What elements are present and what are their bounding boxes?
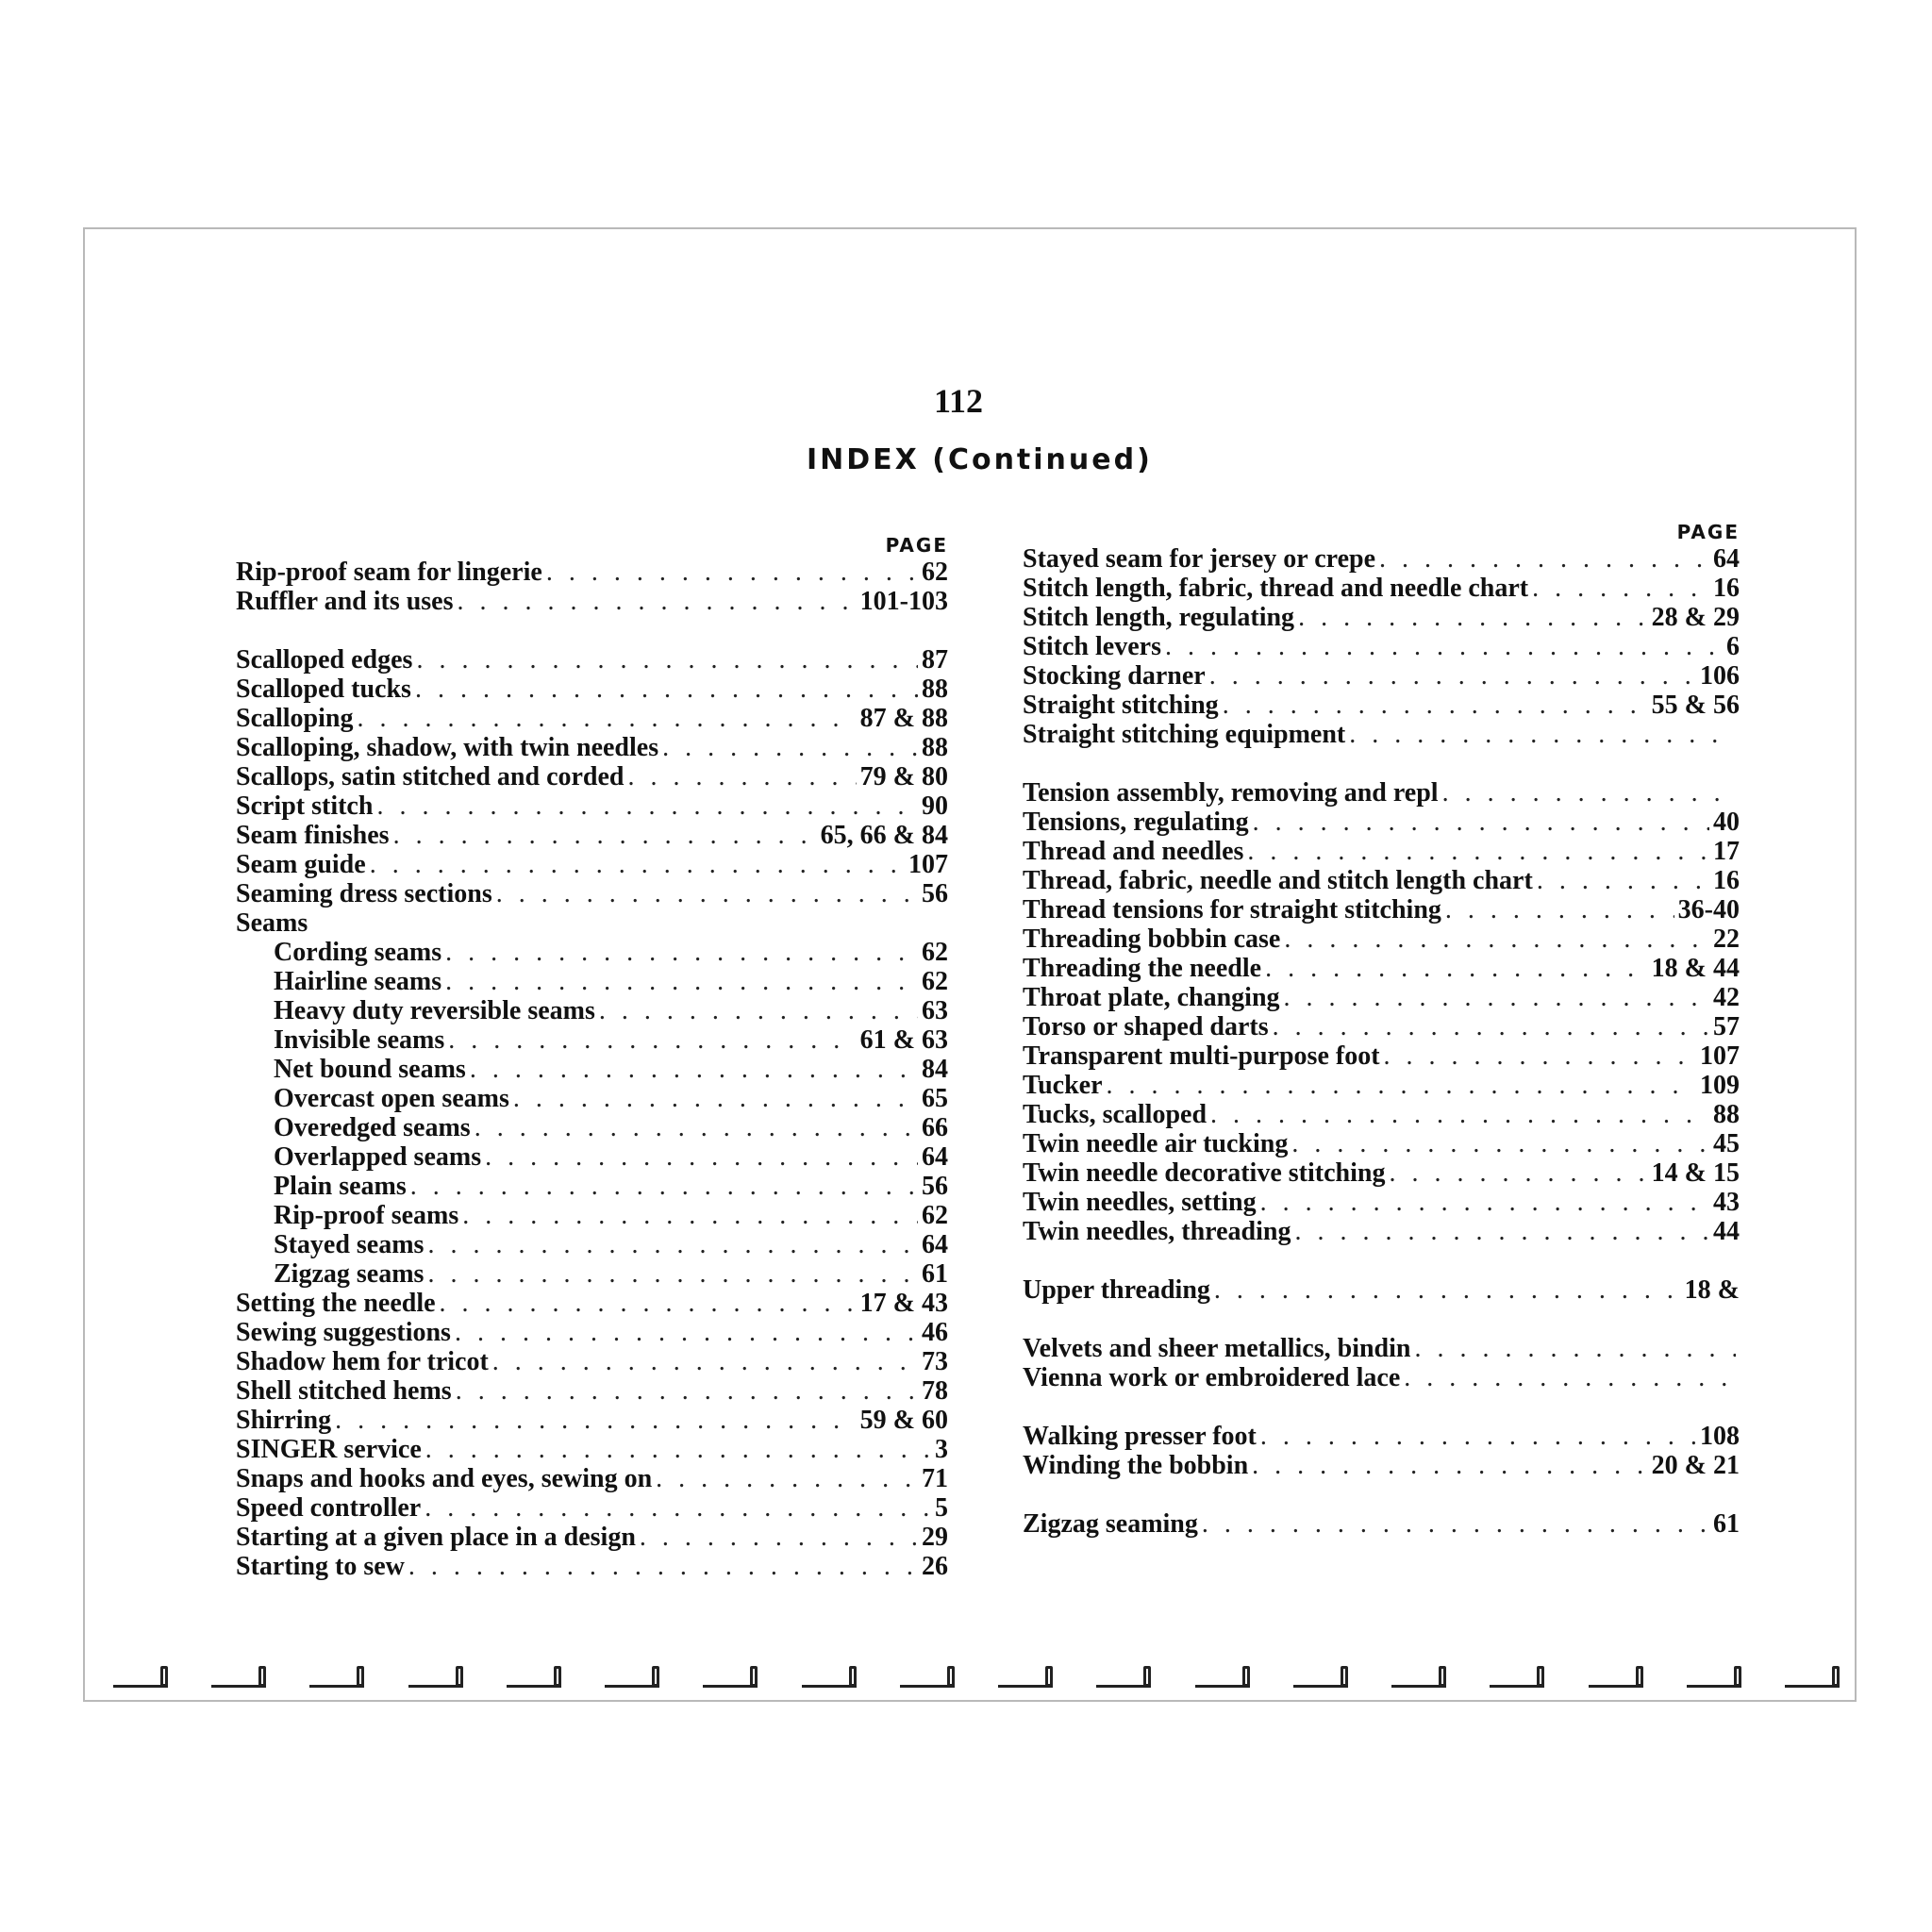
entry-page: 18 & 44 — [1651, 954, 1740, 983]
entry-page: 78 — [922, 1376, 948, 1406]
dot-leader — [475, 1113, 918, 1143]
dot-leader — [1294, 1217, 1709, 1247]
entry-label: Straight stitching equipment — [1023, 720, 1346, 749]
index-entry — [236, 1260, 948, 1290]
entry-page: 14 & 15 — [1651, 1158, 1740, 1188]
index-entry — [236, 558, 948, 588]
index-entry — [236, 1056, 948, 1085]
entry-page: 90 — [922, 791, 948, 821]
dot-leader — [335, 1406, 857, 1436]
spiral-ring — [309, 1664, 364, 1688]
entry-page: 20 & 21 — [1651, 1451, 1740, 1480]
entry-page: 62 — [922, 938, 948, 967]
entry-page: 61 — [1713, 1509, 1740, 1539]
index-entry — [236, 1026, 948, 1056]
index-entry — [1023, 1189, 1740, 1218]
spiral-ring — [507, 1664, 561, 1688]
entry-page: 107 — [908, 850, 948, 879]
entry-label: Seaming dress sections — [236, 879, 492, 908]
dot-leader — [1252, 1451, 1648, 1481]
entry-label: Tensions, regulating — [1023, 808, 1249, 837]
dot-leader — [1384, 1041, 1696, 1072]
index-entry — [236, 822, 948, 851]
dot-leader — [427, 1230, 918, 1260]
dot-leader — [445, 967, 918, 997]
page-number: 112 — [934, 382, 984, 420]
dot-leader — [1414, 1334, 1736, 1364]
dot-leader — [1349, 720, 1736, 750]
entry-label: Stitch levers — [1023, 632, 1161, 661]
entry-label: Stitch length, regulating — [1023, 603, 1295, 632]
index-entry — [236, 968, 948, 997]
dot-leader — [1389, 1158, 1647, 1189]
entry-label: Sewing suggestions — [236, 1318, 451, 1347]
index-entry-list — [1023, 545, 1740, 1540]
entry-label: Velvets and sheer metallics, bindin — [1023, 1334, 1411, 1363]
entry-page: 106 — [1700, 661, 1740, 691]
spiral-ring — [1589, 1664, 1643, 1688]
dot-leader — [427, 1259, 918, 1290]
index-entry — [1023, 721, 1740, 750]
index-entry — [1023, 1423, 1740, 1452]
spiral-ring — [1687, 1664, 1741, 1688]
entry-label: Scalloping, shadow, with twin needles — [236, 733, 659, 762]
dot-leader — [1404, 1363, 1736, 1393]
index-entry — [236, 1202, 948, 1231]
index-entry — [1023, 1072, 1740, 1101]
index-entry — [236, 1524, 948, 1553]
entry-page: 56 — [922, 1172, 948, 1201]
entry-page: 59 & 60 — [859, 1406, 948, 1435]
dot-leader — [1273, 1012, 1709, 1042]
entry-label: Starting to sew — [236, 1552, 405, 1581]
entry-page: 16 — [1713, 574, 1740, 603]
entry-page: 88 — [922, 733, 948, 762]
entry-label: Thread and needles — [1023, 837, 1244, 866]
entry-label: Threading bobbin case — [1023, 924, 1281, 954]
spiral-ring — [900, 1664, 955, 1688]
entry-page: 64 — [922, 1230, 948, 1259]
dot-leader — [393, 821, 817, 851]
entry-label: Walking presser foot — [1023, 1422, 1257, 1451]
entry-page: 108 — [1700, 1422, 1740, 1451]
index-entry — [1023, 838, 1740, 867]
dot-leader — [1253, 808, 1709, 838]
entry-label: Threading the needle — [1023, 954, 1262, 983]
dot-leader — [1284, 983, 1709, 1013]
dot-leader — [1165, 632, 1723, 662]
entry-page: 28 & 29 — [1651, 603, 1740, 632]
entry-page: 45 — [1713, 1129, 1740, 1158]
spiral-ring — [1785, 1664, 1840, 1688]
entry-gap — [1023, 1247, 1740, 1276]
spiral-ring — [703, 1664, 758, 1688]
index-entry — [236, 734, 948, 763]
dot-leader — [1107, 1071, 1696, 1101]
entry-page: 18 & — [1684, 1275, 1740, 1305]
index-entry — [236, 909, 948, 939]
spiral-ring — [211, 1664, 266, 1688]
entry-label: Rip-proof seam for lingerie — [236, 558, 542, 587]
entry-page: 65 — [922, 1084, 948, 1113]
entry-label: Rip-proof seams — [274, 1201, 459, 1230]
entry-page: 16 — [1713, 866, 1740, 895]
index-entry — [236, 1377, 948, 1407]
entry-page: 22 — [1713, 924, 1740, 954]
index-entry — [1023, 1013, 1740, 1042]
dot-leader — [546, 558, 918, 588]
entry-label: Hairline seams — [274, 967, 442, 996]
entry-page: 44 — [1713, 1217, 1740, 1246]
index-entry — [1023, 1159, 1740, 1189]
entry-label: Speed controller — [236, 1493, 422, 1523]
index-entry — [236, 851, 948, 880]
entry-label: Starting at a given place in a design — [236, 1523, 636, 1552]
index-column-right — [1023, 521, 1740, 1540]
entry-label: Transparent multi-purpose foot — [1023, 1041, 1380, 1071]
entry-page: 64 — [1713, 544, 1740, 574]
dot-leader — [425, 1435, 931, 1465]
index-entry — [236, 1436, 948, 1465]
entry-label: Overlapped seams — [274, 1142, 482, 1172]
entry-label: Cording seams — [274, 938, 442, 967]
entry-page: 36-40 — [1677, 895, 1740, 924]
index-entry — [236, 1407, 948, 1436]
dot-leader — [1223, 691, 1648, 721]
page-column-heading: PAGE — [1676, 521, 1740, 543]
dot-leader — [376, 791, 918, 822]
page-column-heading: PAGE — [885, 534, 948, 557]
entry-label: Heavy duty reversible seams — [274, 996, 595, 1025]
dot-leader — [1214, 1275, 1681, 1306]
entry-page: 107 — [1700, 1041, 1740, 1071]
index-title: INDEX (Continued) — [807, 443, 1153, 476]
entry-label: Throat plate, changing — [1023, 983, 1280, 1012]
index-entry — [236, 792, 948, 822]
dot-leader — [492, 1347, 918, 1377]
dot-leader — [1379, 544, 1709, 575]
entry-label: Snaps and hooks and eyes, sewing on — [236, 1464, 653, 1493]
spiral-ring — [1490, 1664, 1544, 1688]
dot-leader — [448, 1025, 856, 1056]
entry-page: 64 — [922, 1142, 948, 1172]
dot-leader — [1298, 603, 1648, 633]
entry-gap — [1023, 1481, 1740, 1510]
entry-page: 56 — [922, 879, 948, 908]
spiral-ring — [1391, 1664, 1446, 1688]
spiral-ring — [1195, 1664, 1250, 1688]
entry-page: 17 — [1713, 837, 1740, 866]
index-entry — [1023, 545, 1740, 575]
spiral-ring — [408, 1664, 463, 1688]
entry-page: 87 & 88 — [859, 704, 948, 733]
dot-leader — [513, 1084, 918, 1114]
entry-label: Twin needles, threading — [1023, 1217, 1291, 1246]
dot-leader — [455, 1318, 918, 1348]
entry-page: 55 & 56 — [1651, 691, 1740, 720]
dot-leader — [628, 762, 857, 792]
entry-gap — [1023, 1306, 1740, 1335]
entry-label: Setting the needle — [236, 1289, 436, 1318]
dot-leader — [656, 1464, 918, 1494]
entry-page: 29 — [922, 1523, 948, 1552]
index-entry — [236, 1231, 948, 1260]
entry-label: Winding the bobbin — [1023, 1451, 1249, 1480]
index-entry — [1023, 1510, 1740, 1540]
entry-label: Twin needle air tucking — [1023, 1129, 1289, 1158]
entry-label: Vienna work or embroidered lace — [1023, 1363, 1401, 1392]
spiral-ring — [1293, 1664, 1348, 1688]
index-entry — [1023, 575, 1740, 604]
entry-page: 84 — [922, 1055, 948, 1084]
dot-leader — [456, 1376, 918, 1407]
dot-leader — [1532, 574, 1709, 604]
entry-page: 43 — [1713, 1188, 1740, 1217]
entry-label: Tucker — [1023, 1071, 1103, 1100]
index-entry — [236, 1553, 948, 1582]
entry-label: Zigzag seaming — [1023, 1509, 1198, 1539]
dot-leader — [1247, 837, 1709, 867]
entry-page: 57 — [1713, 1012, 1740, 1041]
entry-page: 61 — [922, 1259, 948, 1289]
dot-leader — [1265, 954, 1648, 984]
dot-leader — [1537, 866, 1709, 896]
spiral-ring — [113, 1664, 168, 1688]
entry-label: Overedged seams — [274, 1113, 471, 1142]
dot-leader — [408, 1552, 918, 1582]
entry-page: 42 — [1713, 983, 1740, 1012]
entry-label: Shadow hem for tricot — [236, 1347, 489, 1376]
spiral-ring — [802, 1664, 857, 1688]
dot-leader — [1260, 1422, 1696, 1452]
index-entry — [1023, 604, 1740, 633]
dot-leader — [496, 879, 918, 909]
dot-leader — [1210, 1100, 1709, 1130]
dot-leader — [357, 704, 856, 734]
index-entry — [1023, 984, 1740, 1013]
spiral-ring — [998, 1664, 1053, 1688]
dot-leader — [599, 996, 918, 1026]
entry-page: 79 & 80 — [859, 762, 948, 791]
index-entry — [236, 1085, 948, 1114]
dot-leader — [445, 938, 918, 968]
entry-label: Tucks, scalloped — [1023, 1100, 1208, 1129]
index-entry — [1023, 1130, 1740, 1159]
index-entry — [236, 1348, 948, 1377]
spiral-binding — [113, 1664, 1840, 1692]
entry-page: 109 — [1700, 1071, 1740, 1100]
entry-page: 17 & 43 — [859, 1289, 948, 1318]
dot-leader — [1202, 1509, 1709, 1540]
index-entry — [236, 1143, 948, 1173]
entry-label: Net bound seams — [274, 1055, 466, 1084]
dot-leader — [458, 587, 857, 617]
index-entry — [236, 588, 948, 617]
entry-page: 65, 66 & 84 — [820, 821, 948, 850]
entry-page: 5 — [935, 1493, 948, 1523]
index-entry — [236, 1290, 948, 1319]
entry-page: 62 — [922, 1201, 948, 1230]
index-entry — [1023, 1276, 1740, 1306]
index-entry — [1023, 1101, 1740, 1130]
entry-page: 71 — [922, 1464, 948, 1493]
entry-label: Upper threading — [1023, 1275, 1210, 1305]
index-entry — [236, 1319, 948, 1348]
dot-leader — [640, 1523, 918, 1553]
entry-page: 73 — [922, 1347, 948, 1376]
entry-label: Thread tensions for straight stitching — [1023, 895, 1441, 924]
dot-leader — [1291, 1129, 1709, 1159]
index-entry — [236, 675, 948, 705]
index-entry — [1023, 867, 1740, 896]
entry-label: Plain seams — [274, 1172, 407, 1201]
index-entry — [1023, 1364, 1740, 1393]
entry-label: Script stitch — [236, 791, 374, 821]
dot-leader — [1442, 778, 1736, 808]
index-entry — [236, 705, 948, 734]
entry-label: Seam finishes — [236, 821, 390, 850]
dot-leader — [1284, 924, 1709, 955]
entry-label: Ruffler and its uses — [236, 587, 454, 616]
entry-label: Scalloped tucks — [236, 675, 411, 704]
index-entry — [1023, 1218, 1740, 1247]
index-column-left — [236, 534, 948, 1582]
dot-leader — [1445, 895, 1674, 925]
dot-leader — [425, 1493, 931, 1524]
index-entry — [1023, 662, 1740, 691]
dot-leader — [415, 675, 918, 705]
entry-gap — [1023, 750, 1740, 779]
index-entry — [236, 1465, 948, 1494]
entry-label: Torso or shaped darts — [1023, 1012, 1269, 1041]
index-entry — [236, 1494, 948, 1524]
index-entry — [1023, 1335, 1740, 1364]
entry-page: 63 — [922, 996, 948, 1025]
entry-label: Twin needles, setting — [1023, 1188, 1257, 1217]
dot-leader — [370, 850, 905, 880]
entry-page: 62 — [922, 967, 948, 996]
entry-gap — [236, 617, 948, 646]
dot-leader — [470, 1055, 918, 1085]
entry-label: Scallops, satin stitched and corded — [236, 762, 625, 791]
dot-leader — [410, 1172, 918, 1202]
entry-label: Tension assembly, removing and repl — [1023, 778, 1439, 808]
index-entry — [1023, 925, 1740, 955]
entry-label: Thread, fabric, needle and stitch length chart — [1023, 866, 1533, 895]
entry-label: Overcast open seams — [274, 1084, 509, 1113]
entry-label: Straight stitching — [1023, 691, 1219, 720]
entry-label: SINGER service — [236, 1435, 422, 1464]
entry-label: Stitch length, fabric, thread and needle chart — [1023, 574, 1529, 603]
dot-leader — [1209, 661, 1696, 691]
entry-gap — [1023, 1393, 1740, 1423]
entry-page: 88 — [922, 675, 948, 704]
index-entry — [236, 763, 948, 792]
entry-label: Seams — [236, 908, 308, 938]
entry-page: 40 — [1713, 808, 1740, 837]
index-entry — [1023, 691, 1740, 721]
entry-label: Scalloping — [236, 704, 354, 733]
entry-label: Twin needle decorative stitching — [1023, 1158, 1386, 1188]
index-entry — [1023, 1452, 1740, 1481]
dot-leader — [1260, 1188, 1709, 1218]
index-entry — [1023, 808, 1740, 838]
entry-page: 101-103 — [859, 587, 948, 616]
index-entry — [1023, 633, 1740, 662]
entry-page: 87 — [922, 645, 948, 675]
dot-leader — [485, 1142, 918, 1173]
entry-label: Scalloped edges — [236, 645, 413, 675]
index-entry — [1023, 779, 1740, 808]
entry-page: 46 — [922, 1318, 948, 1347]
index-entry — [236, 1173, 948, 1202]
entry-label: Zigzag seams — [274, 1259, 425, 1289]
index-entry — [1023, 896, 1740, 925]
index-entry — [236, 939, 948, 968]
entry-label: Shirring — [236, 1406, 332, 1435]
entry-label: Seam guide — [236, 850, 366, 879]
dot-leader — [440, 1289, 857, 1319]
entry-page: 62 — [922, 558, 948, 587]
index-entry — [1023, 1042, 1740, 1072]
entry-label: Stayed seams — [274, 1230, 425, 1259]
entry-label: Shell stitched hems — [236, 1376, 452, 1406]
dot-leader — [416, 645, 918, 675]
spiral-ring — [605, 1664, 659, 1688]
index-entry — [236, 646, 948, 675]
entry-page: 66 — [922, 1113, 948, 1142]
index-entry — [1023, 955, 1740, 984]
entry-page: 3 — [935, 1435, 948, 1464]
entry-page: 26 — [922, 1552, 948, 1581]
dot-leader — [662, 733, 918, 763]
entry-label: Stocking darner — [1023, 661, 1206, 691]
entry-label: Invisible seams — [274, 1025, 445, 1055]
index-entry-list — [236, 558, 948, 1582]
index-entry — [236, 880, 948, 909]
entry-page: 61 & 63 — [859, 1025, 948, 1055]
dot-leader — [462, 1201, 918, 1231]
index-entry — [236, 997, 948, 1026]
entry-label: Stayed seam for jersey or crepe — [1023, 544, 1375, 574]
entry-page: 6 — [1726, 632, 1740, 661]
entry-page: 88 — [1713, 1100, 1740, 1129]
index-entry — [236, 1114, 948, 1143]
spiral-ring — [1096, 1664, 1151, 1688]
